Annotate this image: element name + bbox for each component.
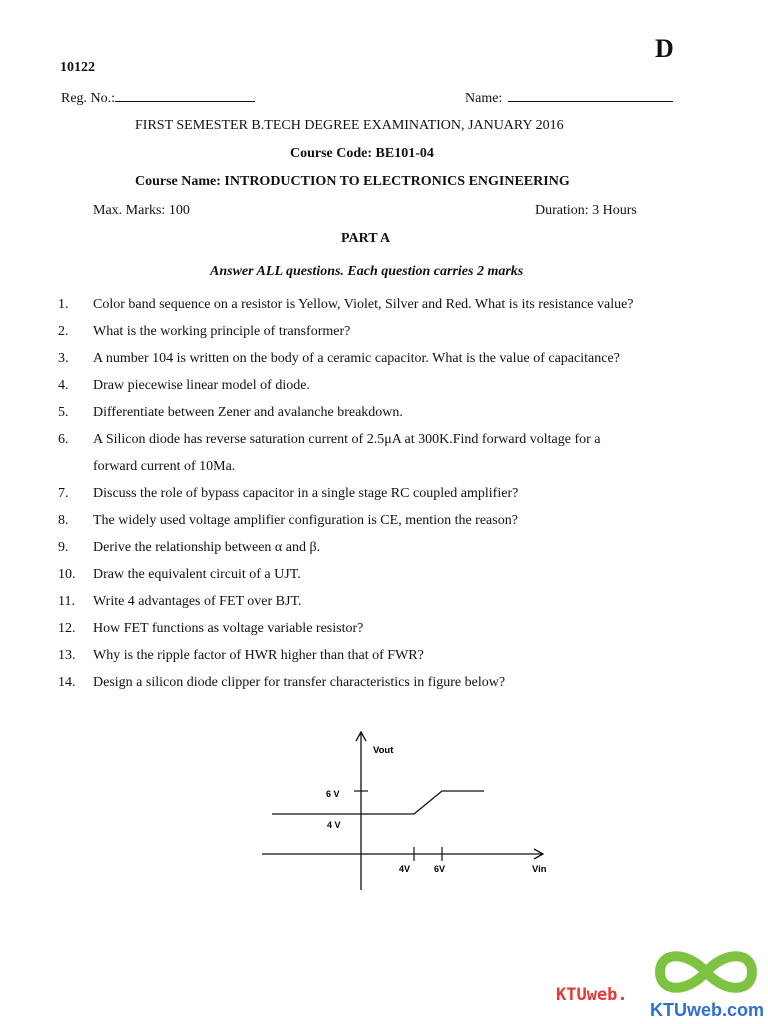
- question-number: 4.: [58, 378, 69, 393]
- name-field: [465, 89, 673, 107]
- question-number: 10.: [58, 567, 76, 582]
- question-text: Discuss the role of bypass capacitor in a single stage RC coupled amplifier?: [93, 486, 519, 501]
- question-text: Why is the ripple factor of HWR higher than that of FWR?: [93, 648, 424, 663]
- question-number: 9.: [58, 540, 69, 555]
- reg-no-field: [61, 89, 255, 107]
- question-number: 1.: [58, 297, 69, 312]
- max-marks: Max. Marks: 100: [93, 203, 190, 218]
- x-axis-label: Vin: [532, 864, 547, 875]
- part-title: PART A: [341, 231, 391, 246]
- y-axis-label: Vout: [373, 745, 394, 756]
- question-text: The widely used voltage amplifier configuration is CE, mention the reason?: [93, 513, 518, 528]
- question-text: Draw piecewise linear model of diode.: [93, 378, 310, 393]
- question-text: Color band sequence on a resistor is Yellow, Violet, Silver and Red. What is its resistance value?: [93, 297, 634, 312]
- duration: Duration: 3 Hours: [535, 203, 637, 218]
- name-label: Name:: [465, 91, 503, 106]
- question-number: 8.: [58, 513, 69, 528]
- question-number: 5.: [58, 405, 69, 420]
- question-number: 12.: [58, 621, 76, 636]
- question-text: What is the working principle of transformer?: [93, 324, 351, 339]
- course-name: Course Name: INTRODUCTION TO ELECTRONICS ENGINEERING: [135, 174, 570, 189]
- x-label-6v: 6V: [434, 864, 446, 874]
- question-text: Write 4 advantages of FET over BJT.: [93, 594, 302, 609]
- reg-no-blank: [115, 89, 255, 102]
- set-letter: D: [655, 34, 674, 63]
- question-number: 3.: [58, 351, 69, 366]
- watermark-text-left: KTUweb.: [556, 985, 628, 1005]
- question-text: A Silicon diode has reverse saturation current of 2.5μA at 300K.Find forward voltage for a: [93, 432, 601, 447]
- y-label-4v: 4 V: [327, 820, 341, 830]
- x-label-4v: 4V: [399, 864, 411, 874]
- exam-title: FIRST SEMESTER B.TECH DEGREE EXAMINATION, JANUARY 2016: [135, 118, 564, 133]
- question-number: 7.: [58, 486, 69, 501]
- question-number: 11.: [58, 594, 75, 609]
- question-text-continued: forward current of 10Ma.: [93, 459, 236, 474]
- question-text: Differentiate between Zener and avalanche breakdown.: [93, 405, 403, 420]
- question-text: Draw the equivalent circuit of a UJT.: [93, 567, 301, 582]
- question-text: Derive the relationship between α and β.: [93, 540, 321, 555]
- reg-no-label: Reg. No.:: [61, 91, 116, 106]
- question-text: How FET functions as voltage variable resistor?: [93, 621, 364, 636]
- question-number: 13.: [58, 648, 76, 663]
- paper-code: 10122: [60, 60, 95, 75]
- watermark-infinity-logo-icon: [648, 942, 766, 1004]
- watermark-text-right: KTUweb.com: [650, 1000, 765, 1020]
- question-number: 2.: [58, 324, 69, 339]
- question-text: Design a silicon diode clipper for transfer characteristics in figure below?: [93, 675, 506, 690]
- question-number: 6.: [58, 432, 69, 447]
- transfer-characteristic-figure: [250, 725, 560, 900]
- part-instruction: Answer ALL questions. Each question carries 2 marks: [210, 264, 524, 279]
- y-label-6v: 6 V: [326, 789, 340, 799]
- course-code: Course Code: BE101-04: [290, 146, 434, 161]
- transfer-curve: [272, 791, 484, 814]
- question-text: A number 104 is written on the body of a ceramic capacitor. What is the value of capacitance?: [93, 351, 620, 366]
- question-number: 14.: [58, 675, 76, 690]
- name-blank: [508, 89, 673, 102]
